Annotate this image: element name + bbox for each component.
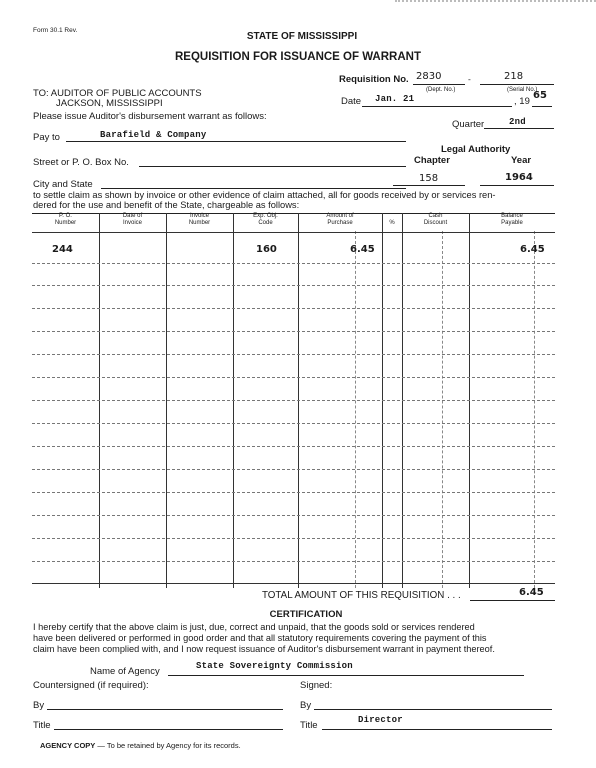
by-line-right bbox=[314, 709, 552, 710]
title-line-left bbox=[54, 729, 283, 730]
requisition-label: Requisition No. bbox=[339, 74, 409, 85]
date-value: Jan. 21 bbox=[375, 94, 415, 104]
settle-text-2: dered for the use and benefit of the State, chargeable as follows: bbox=[33, 200, 300, 210]
by-label-right: By bbox=[300, 700, 312, 711]
agency-copy-text: — To be retained by Agency for its records. bbox=[97, 741, 241, 750]
title-line-right bbox=[322, 729, 552, 730]
certification-line-1: I hereby certify that the above claim is just, due, correct and unpaid, that the goods sold or services rendered bbox=[33, 622, 475, 632]
chapter-line bbox=[393, 185, 465, 186]
row-rule bbox=[32, 492, 555, 493]
agency-label: Name of Agency bbox=[90, 666, 160, 677]
pay-to-value: Barafield & Company bbox=[100, 130, 207, 140]
quarter-label: Quarter bbox=[452, 119, 485, 130]
title-label-left: Title bbox=[33, 720, 51, 731]
row-rule bbox=[32, 377, 555, 378]
year-prefix: , 19 bbox=[514, 96, 530, 107]
countersigned-label: Countersigned (if required): bbox=[33, 680, 149, 691]
signed-label: Signed: bbox=[300, 680, 333, 691]
street-line bbox=[139, 166, 406, 167]
by-label-left: By bbox=[33, 700, 45, 711]
header-percent: % bbox=[389, 220, 395, 226]
legal-authority-heading: Legal Authority bbox=[441, 144, 511, 155]
row-rule bbox=[32, 469, 555, 470]
total-label: TOTAL AMOUNT OF THIS REQUISITION . . . bbox=[262, 590, 461, 601]
header-exp-obj-code: Exp. Obj. Code bbox=[253, 213, 278, 226]
agency-line bbox=[168, 675, 524, 676]
serial-no-line bbox=[480, 84, 554, 85]
addressee-line-1: TO: AUDITOR OF PUBLIC ACCOUNTS bbox=[33, 88, 202, 99]
header-cash-discount: Cash Discount bbox=[423, 213, 448, 226]
row-rule bbox=[32, 308, 555, 309]
row1-balance: 6.45 bbox=[520, 244, 545, 255]
authority-year-value: 1964 bbox=[505, 172, 533, 183]
row-rule bbox=[32, 561, 555, 562]
authority-year-label: Year bbox=[511, 155, 532, 166]
row-rule bbox=[32, 263, 555, 264]
agency-copy-label: AGENCY COPY bbox=[40, 741, 96, 750]
dept-no-caption: (Dept. No.) bbox=[426, 87, 456, 93]
dash: - bbox=[468, 74, 471, 84]
header-amount-of-purchase: Amount of Purchase bbox=[326, 213, 354, 226]
settle-text-1: to settle claim as shown by invoice or other evidence of claim attached, all for goods received by or services ren- bbox=[33, 190, 496, 200]
charge-table bbox=[32, 213, 555, 588]
table-bottom-rule bbox=[32, 583, 555, 584]
date-label: Date bbox=[341, 96, 362, 107]
street-label: Street or P. O. Box No. bbox=[33, 157, 129, 168]
row-rule bbox=[32, 354, 555, 355]
quarter-value: 2nd bbox=[509, 117, 526, 127]
total-line bbox=[470, 600, 555, 601]
row1-po-number: 244 bbox=[52, 244, 73, 255]
total-value: 6.45 bbox=[519, 587, 544, 598]
certification-line-3: claim have been complied with, and I now request issuance of Auditor's disbursement warrant in payment thereof. bbox=[33, 644, 495, 654]
agency-value: State Sovereignty Commission bbox=[196, 661, 353, 671]
header-invoice-number: Invoice Number bbox=[188, 213, 211, 226]
quarter-line bbox=[484, 128, 554, 129]
form-title: REQUISITION FOR ISSUANCE OF WARRANT bbox=[175, 51, 421, 63]
date-line bbox=[362, 106, 512, 107]
chapter-label: Chapter bbox=[414, 155, 450, 166]
title-label-right: Title bbox=[300, 720, 318, 731]
header-date-of-invoice: Date of Invoice bbox=[122, 213, 143, 226]
scan-edge-marks bbox=[395, 0, 596, 4]
form-number: Form 30.1 Rev. bbox=[33, 27, 78, 34]
addressee-line-3: Please issue Auditor's disbursement warrant as follows: bbox=[33, 111, 267, 122]
row-rule bbox=[32, 423, 555, 424]
header-po-number: P. O. Number bbox=[54, 213, 77, 226]
pay-to-label: Pay to bbox=[33, 132, 60, 143]
city-label: City and State bbox=[33, 179, 93, 190]
authority-year-line bbox=[480, 185, 554, 186]
row-rule bbox=[32, 331, 555, 332]
certification-line-2: have been delivered or performed in good order and that all statutory requirements covering the payment of this bbox=[33, 633, 487, 643]
addressee-line-2: JACKSON, MISSISSIPPI bbox=[56, 98, 163, 109]
row-rule bbox=[32, 285, 555, 286]
title-value: Director bbox=[358, 715, 403, 725]
row1-amount: 6.45 bbox=[350, 244, 375, 255]
footer bbox=[40, 741, 241, 750]
chapter-value: 158 bbox=[419, 173, 439, 184]
row-rule bbox=[32, 515, 555, 516]
dept-no-value: 2830 bbox=[416, 71, 442, 82]
serial-no-caption: (Serial No.) bbox=[507, 87, 538, 93]
city-line bbox=[101, 188, 406, 189]
row-rule bbox=[32, 446, 555, 447]
row-rule bbox=[32, 400, 555, 401]
state-title: STATE OF MISSISSIPPI bbox=[246, 31, 358, 42]
serial-no-value: 218 bbox=[504, 71, 524, 82]
row1-exp-code: 160 bbox=[256, 244, 277, 255]
header-bottom-rule bbox=[32, 232, 555, 233]
certification-heading: CERTIFICATION bbox=[269, 609, 343, 620]
year-value: 65 bbox=[533, 90, 547, 101]
row-rule bbox=[32, 538, 555, 539]
dept-no-line bbox=[413, 84, 465, 85]
pay-to-line bbox=[66, 141, 406, 142]
year-line bbox=[532, 106, 552, 107]
by-line-left bbox=[47, 709, 283, 710]
header-balance-payable: Balance Payable bbox=[501, 213, 523, 226]
